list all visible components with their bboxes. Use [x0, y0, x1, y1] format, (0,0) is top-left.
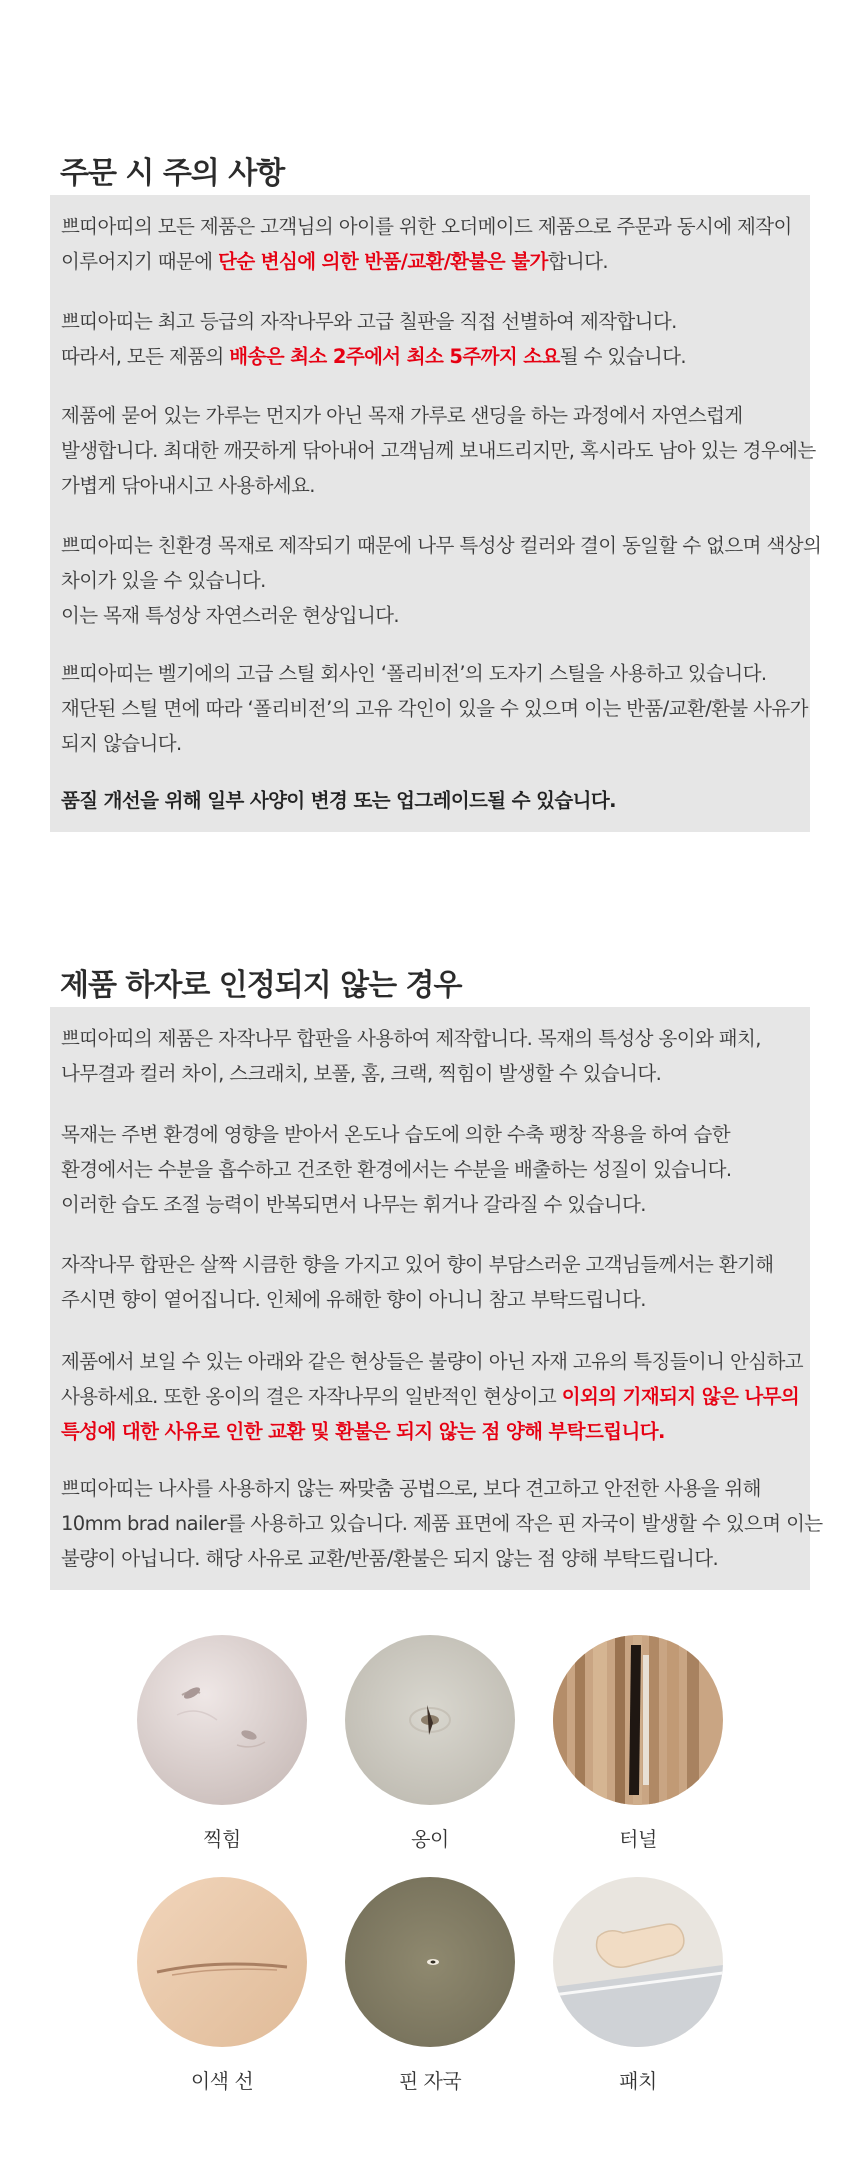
notice-line — [61, 691, 808, 726]
highlight-text: 배송은 최소 2주에서 최소 5주까지 소요 — [229, 345, 560, 368]
sample-label: 패치 — [619, 2069, 657, 2093]
order-notice-box — [50, 290, 810, 388]
body-text: 따라서, 모든 제품의 — [61, 345, 230, 368]
body-text: 자작나무 합판은 살짝 시큼한 향을 가지고 있어 향이 부담스러운 고객님들께서는 환기해 — [61, 1253, 774, 1276]
sample-label: 핀 자국 — [398, 2069, 462, 2093]
body-text: 이러한 습도 조절 능력이 반복되면서 나무는 휘거나 갈라질 수 있습니다. — [61, 1193, 646, 1216]
defect-notice-title: 제품 하자로 인정되지 않는 경우 — [60, 968, 462, 1003]
order-notice-box — [50, 514, 822, 647]
notice-line — [61, 1247, 799, 1282]
body-text: 쁘띠아띠는 친환경 목재로 제작되기 때문에 나무 특성상 컬러와 결이 동일할 수 없으며 색상의 — [61, 534, 822, 557]
notice-line — [61, 244, 799, 279]
body-text: 불량이 아닙니다. 해당 사유로 교환/반품/환불은 되지 않는 점 양해 부탁드립니다. — [61, 1547, 719, 1570]
sample-color-line — [137, 1877, 307, 2094]
notice-line — [61, 1344, 803, 1379]
quality-notice-box — [50, 769, 810, 832]
body-text: 환경에서는 수분을 흡수하고 건조한 환경에서는 수분을 배출하는 성질이 있습니다. — [61, 1158, 732, 1181]
notice-line — [61, 209, 799, 244]
sample-dent — [137, 1635, 307, 1852]
body-text: 차이가 있을 수 있습니다. — [61, 569, 266, 592]
notice-line — [61, 1152, 799, 1187]
notice-line — [61, 1379, 799, 1414]
notice-line — [61, 1414, 799, 1449]
notice-line — [61, 339, 799, 374]
body-text: 제품에 묻어 있는 가루는 먼지가 아닌 목재 가루로 샌딩을 하는 과정에서 자연스럽게 — [61, 404, 743, 427]
notice-line — [61, 304, 799, 339]
sample-tunnel — [553, 1635, 723, 1852]
body-text: 쁘띠아띠는 나사를 사용하지 않는 짜맞춤 공법으로, 보다 견고하고 안전한 사용을 위해 — [61, 1477, 761, 1500]
order-notice-box — [50, 384, 816, 517]
body-text: 목재는 주변 환경에 영향을 받아서 온도나 습도에 의한 수축 팽창 작용을 하여 습한 — [61, 1123, 731, 1146]
notice-line — [61, 726, 799, 761]
notice-line — [61, 1117, 799, 1152]
highlight-text: 특성에 대한 사유로 인한 교환 및 환불은 되지 않는 점 양해 부탁드립니다. — [61, 1420, 665, 1443]
color-line-sample-icon — [137, 1877, 307, 2047]
sample-label: 터널 — [619, 1827, 657, 1851]
body-text: 사용하세요. 또한 옹이의 결은 자작나무의 일반적인 현상이고 — [61, 1385, 562, 1408]
body-text: 주시면 향이 옅어집니다. 인체에 유해한 향이 아니니 참고 부탁드립니다. — [61, 1288, 646, 1311]
pin-mark-sample-icon — [345, 1877, 515, 2047]
body-text: 쁘띠아띠의 제품은 자작나무 합판을 사용하여 제작합니다. 목재의 특성상 옹이와 패치, — [61, 1027, 761, 1050]
order-notice-box — [50, 642, 810, 775]
order-notice-box — [50, 195, 810, 293]
patch-sample-icon — [553, 1877, 723, 2047]
sample-label: 옹이 — [411, 1827, 449, 1851]
body-text: 이루어지기 때문에 — [61, 250, 219, 273]
body-text: 합니다. — [547, 250, 608, 273]
body-text: 이는 목재 특성상 자연스러운 현상입니다. — [61, 604, 400, 627]
defect-notice-box — [50, 1233, 810, 1331]
body-text: 발생합니다. 최대한 깨끗하게 닦아내어 고객님께 보내드리지만, 혹시라도 남아 있는 경우에는 — [61, 439, 816, 462]
notice-line — [61, 1506, 823, 1541]
notice-line — [61, 528, 822, 563]
bold-text: 품질 개선을 위해 일부 사양이 변경 또는 업그레이드될 수 있습니다. — [61, 789, 616, 812]
defect-notice-box — [50, 1457, 823, 1590]
notice-line — [61, 1541, 799, 1576]
knot-sample-icon — [345, 1635, 515, 1805]
defect-notice-box — [50, 1330, 810, 1463]
notice-line — [61, 468, 799, 503]
body-text: 쁘띠아띠는 최고 등급의 자작나무와 고급 칠판을 직접 선별하여 제작합니다. — [61, 310, 677, 333]
body-text: 10mm brad nailer를 사용하고 있습니다. 제품 표면에 작은 핀 자국이 발생할 수 있으며 이는 — [61, 1512, 823, 1535]
notice-line — [61, 656, 799, 691]
body-text: 되지 않습니다. — [61, 732, 182, 755]
highlight-text: 이외의 기재되지 않은 나무의 — [561, 1385, 800, 1408]
notice-line — [61, 1187, 799, 1222]
notice-line — [61, 1471, 799, 1506]
body-text: 재단된 스틸 면에 따라 ‘폴리비전’의 고유 각인이 있을 수 있으며 이는 반품/교환/환불 사유가 — [61, 697, 808, 720]
notice-line — [61, 783, 799, 818]
tunnel-sample-icon — [553, 1635, 723, 1805]
notice-line — [61, 598, 799, 633]
body-text: 쁘띠아띠는 벨기에의 고급 스틸 회사인 ‘폴리비전’의 도자기 스틸을 사용하고 있습니다. — [61, 662, 767, 685]
notice-line — [61, 1021, 799, 1056]
body-text: 나무결과 컬러 차이, 스크래치, 보풀, 홈, 크랙, 찍힘이 발생할 수 있습니다. — [61, 1062, 662, 1085]
notice-line — [61, 1056, 799, 1091]
highlight-text: 단순 변심에 의한 반품/교환/환불은 불가 — [218, 250, 548, 273]
sample-label: 이색 선 — [190, 2069, 254, 2093]
sample-label: 찍힘 — [203, 1827, 241, 1851]
sample-knot — [345, 1635, 515, 1852]
defect-notice-box — [50, 1103, 810, 1236]
notice-line — [61, 398, 799, 433]
notice-line — [61, 433, 816, 468]
sample-pin-mark — [345, 1877, 515, 2094]
body-text: 가볍게 닦아내시고 사용하세요. — [61, 474, 315, 497]
defect-notice-box — [50, 1007, 810, 1105]
body-text: 제품에서 보일 수 있는 아래와 같은 현상들은 불량이 아닌 자재 고유의 특징들이니 안심하고 — [61, 1350, 803, 1373]
order-notice-title: 주문 시 주의 사항 — [60, 156, 285, 191]
notice-line — [61, 1282, 799, 1317]
sample-patch — [553, 1877, 723, 2094]
notice-line — [61, 563, 799, 598]
dent-sample-icon — [137, 1635, 307, 1805]
body-text: 쁘띠아띠의 모든 제품은 고객님의 아이를 위한 오더메이드 제품으로 주문과 동시에 제작이 — [61, 215, 792, 238]
body-text: 될 수 있습니다. — [559, 345, 686, 368]
